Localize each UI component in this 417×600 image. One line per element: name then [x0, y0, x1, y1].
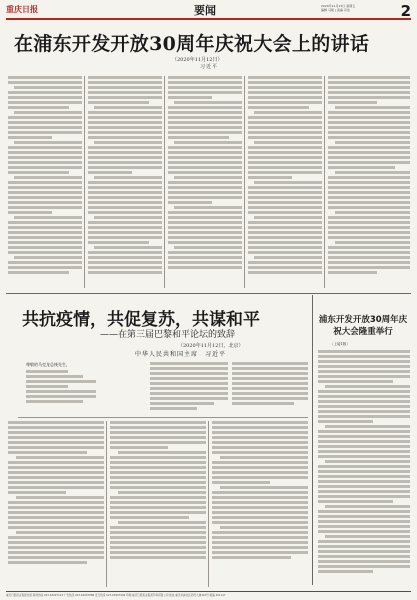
article2-headline: 共抗疫情，共促复苏，共谋和平	[22, 310, 260, 330]
article2-column-2	[110, 421, 206, 589]
newspaper-logo: 重庆日报	[6, 4, 38, 14]
article1-column-4	[248, 76, 322, 288]
sidebar-dateline: （上接1版）	[330, 342, 350, 346]
issue-date: 2020年11月13日 星期五	[321, 4, 356, 8]
column-divider	[208, 421, 209, 587]
page-footer: 重庆日报报业集团出版 新闻热线 023-63907123 广告热线 023-63907888 发行热线 023-63907999 印刷 重庆日报报业集团印务有限公司 地址 重庆市渝北区同茂大道416号 邮编 401147	[6, 591, 411, 597]
article2-author: 中华人民共和国主席 习近平	[135, 351, 227, 358]
article1-date: （2020年11月12日）	[172, 57, 223, 63]
column-divider	[84, 76, 85, 288]
article1-headline: 在浦东开发开放30周年庆祝大会上的讲话	[14, 33, 370, 55]
article2-greeting: 尊敬的马克龙总统先生，	[26, 362, 70, 367]
column-divider	[106, 421, 107, 587]
article2-rule	[18, 417, 308, 418]
column-divider	[324, 76, 325, 288]
article2-intro-right	[232, 362, 308, 415]
sidebar-divider	[312, 295, 313, 585]
page-number: 2	[400, 2, 411, 20]
section-divider	[6, 293, 411, 294]
article2-column-1	[8, 421, 104, 589]
article2-column-3	[212, 421, 308, 589]
article2-intro-mid	[150, 362, 228, 415]
article2-date: （2020年11月12日，北京）	[178, 343, 244, 349]
sidebar-body	[318, 350, 410, 588]
article1-column-3	[168, 76, 242, 288]
article1-column-1	[8, 76, 82, 288]
column-divider	[244, 76, 245, 288]
column-divider	[164, 76, 165, 288]
editor-credit: 编辑 马联 | 美编 冯洁	[321, 8, 350, 12]
article1-column-5	[328, 76, 410, 288]
article1-author: 习近平	[200, 64, 219, 70]
article1-column-2	[88, 76, 162, 288]
article2-subtitle: ——在第三届巴黎和平论坛的致辞	[100, 330, 236, 340]
section-title: 要闻	[194, 4, 216, 17]
sidebar-headline: 浦东开发开放30周年庆祝大会隆重举行	[318, 315, 408, 337]
issue-date-info	[321, 4, 355, 12]
article2-intro-left	[26, 370, 96, 415]
masthead	[6, 2, 411, 20]
